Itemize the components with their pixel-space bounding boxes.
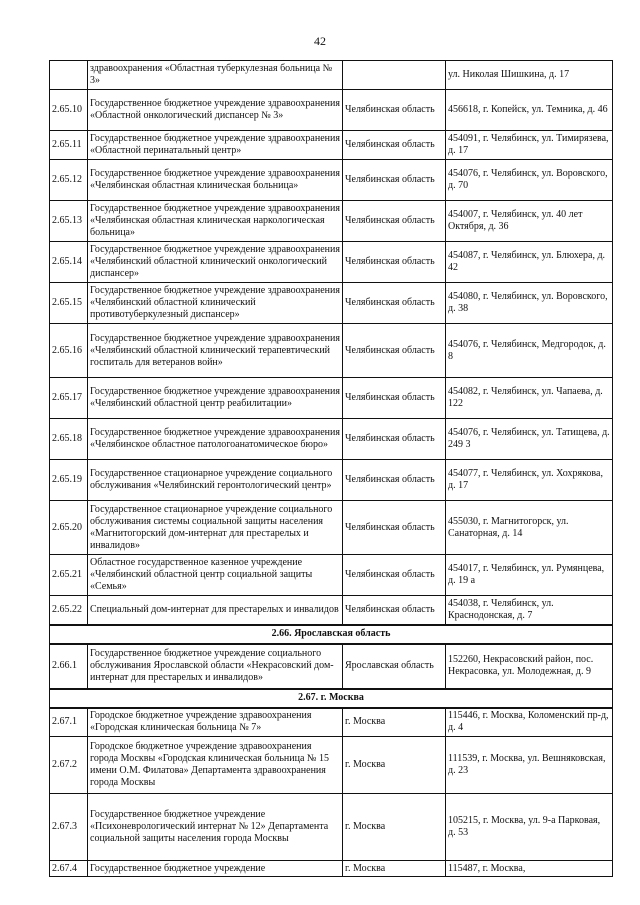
region xyxy=(343,61,446,90)
organization-name: здравоохранения «Областная туберкулезная больница № 3» xyxy=(88,61,343,90)
address: 454038, г. Челябинск, ул. Краснодонская, д. 7 xyxy=(446,596,613,625)
section-yaroslavl xyxy=(50,625,613,644)
address: 454007, г. Челябинск, ул. 40 лет Октября, д. 36 xyxy=(446,201,613,242)
region: г. Москва xyxy=(343,708,446,737)
table-row xyxy=(50,419,613,460)
region: Челябинская область xyxy=(343,90,446,131)
organization-name: Специальный дом-интернат для престарелых и инвалидов xyxy=(88,596,343,625)
row-number: 2.65.20 xyxy=(50,501,88,555)
address: 111539, г. Москва, ул. Вешняковская, д. 23 xyxy=(446,737,613,794)
table-row xyxy=(50,201,613,242)
region: Челябинская область xyxy=(343,201,446,242)
organization-name: Государственное бюджетное учреждение здравоохранения «Челябинский областной клинический терапевтический госпиталь для ветеранов войн» xyxy=(88,324,343,378)
row-number: 2.65.19 xyxy=(50,460,88,501)
section-heading: 2.67. г. Москва xyxy=(50,689,613,708)
region: Челябинская область xyxy=(343,501,446,555)
region: Челябинская область xyxy=(343,419,446,460)
row-number: 2.65.16 xyxy=(50,324,88,378)
address: 455030, г. Магнитогорск, ул. Санаторная, д. 14 xyxy=(446,501,613,555)
region: Челябинская область xyxy=(343,131,446,160)
address: 454076, г. Челябинск, ул. Воровского, д. 70 xyxy=(446,160,613,201)
region: г. Москва xyxy=(343,861,446,877)
row-number: 2.67.1 xyxy=(50,708,88,737)
table-row xyxy=(50,644,613,689)
organization-name: Государственное бюджетное учреждение здравоохранения «Челябинская областная клиническая наркологическая больница» xyxy=(88,201,343,242)
region: Челябинская область xyxy=(343,324,446,378)
address: 454076, г. Челябинск, ул. Татищева, д. 249 3 xyxy=(446,419,613,460)
address: 454082, г. Челябинск, ул. Чапаева, д. 122 xyxy=(446,378,613,419)
address: ул. Николая Шишкина, д. 17 xyxy=(446,61,613,90)
organization-name: Государственное бюджетное учреждение здравоохранения «Челябинская областная клиническая больница» xyxy=(88,160,343,201)
organization-name: Государственное бюджетное учреждение здравоохранения «Областной онкологический диспансер № 3» xyxy=(88,90,343,131)
table-row xyxy=(50,501,613,555)
address: 454080, г. Челябинск, ул. Воровского, д. 38 xyxy=(446,283,613,324)
organization-name: Государственное бюджетное учреждение здравоохранения «Челябинское областное патологоанатомическое бюро» xyxy=(88,419,343,460)
region: Челябинская область xyxy=(343,283,446,324)
section-moscow xyxy=(50,689,613,708)
row-number: 2.65.14 xyxy=(50,242,88,283)
address: 105215, г. Москва, ул. 9-а Парковая, д. 53 xyxy=(446,794,613,861)
address: 454076, г. Челябинск, Медгородок, д. 8 xyxy=(446,324,613,378)
row-number: 2.66.1 xyxy=(50,644,88,689)
organization-name: Государственное бюджетное учреждение xyxy=(88,861,343,877)
row-number: 2.65.18 xyxy=(50,419,88,460)
organization-name: Городское бюджетное учреждение здравоохранения «Городская клиническая больница № 7» xyxy=(88,708,343,737)
region: Челябинская область xyxy=(343,555,446,596)
address: 115487, г. Москва, xyxy=(446,861,613,877)
organization-name: Государственное бюджетное учреждение здравоохранения «Областной перинатальный центр» xyxy=(88,131,343,160)
organization-name: Государственное бюджетное учреждение здравоохранения «Челябинский областной клинический противотуберкулезный диспансер» xyxy=(88,283,343,324)
table-row xyxy=(50,242,613,283)
row-number: 2.65.21 xyxy=(50,555,88,596)
row-number: 2.65.10 xyxy=(50,90,88,131)
address: 152260, Некрасовский район, пос. Некрасовка, ул. Молодежная, д. 9 xyxy=(446,644,613,689)
organization-name: Государственное бюджетное учреждение здравоохранения «Челябинский областной центр реабилитации» xyxy=(88,378,343,419)
row-number: 2.65.17 xyxy=(50,378,88,419)
region: Челябинская область xyxy=(343,460,446,501)
table-row xyxy=(50,555,613,596)
organization-name: Государственное бюджетное учреждение социального обслуживания Ярославской области «Некрасовский дом-интернат для престарелых и инвалидов» xyxy=(88,644,343,689)
region: г. Москва xyxy=(343,737,446,794)
table-row xyxy=(50,460,613,501)
organization-name: Городское бюджетное учреждение здравоохранения города Москвы «Городская клиническая больница № 15 имени О.М. Филатова» Департамента здравоохранения города Москвы xyxy=(88,737,343,794)
address: 454077, г. Челябинск, ул. Хохрякова, д. 17 xyxy=(446,460,613,501)
table-row xyxy=(50,596,613,625)
organization-name: Областное государственное казенное учреждение «Челябинский областной центр социальной защиты «Семья» xyxy=(88,555,343,596)
region: Челябинская область xyxy=(343,378,446,419)
table-row xyxy=(50,131,613,160)
row-number: 2.65.12 xyxy=(50,160,88,201)
table-row xyxy=(50,61,613,90)
table-row xyxy=(50,283,613,324)
table-row xyxy=(50,861,613,877)
region: Челябинская область xyxy=(343,160,446,201)
address: 454091, г. Челябинск, ул. Тимирязева, д. 17 xyxy=(446,131,613,160)
address: 454087, г. Челябинск, ул. Блюхера, д. 42 xyxy=(446,242,613,283)
organization-name: Государственное стационарное учреждение социального обслуживания системы социальной защиты населения «Магнитогорский дом-интернат для престарелых и инвалидов» xyxy=(88,501,343,555)
page-number: 42 xyxy=(314,34,326,48)
row-number: 2.65.22 xyxy=(50,596,88,625)
row-number: 2.65.15 xyxy=(50,283,88,324)
address: 456618, г. Копейск, ул. Темника, д. 46 xyxy=(446,90,613,131)
row-number: 2.67.3 xyxy=(50,794,88,861)
section-heading: 2.66. Ярославская область xyxy=(50,625,613,644)
row-number: 2.67.4 xyxy=(50,861,88,877)
table-row xyxy=(50,160,613,201)
organization-name: Государственное бюджетное учреждение здравоохранения «Челябинский областной клинический онкологический диспансер» xyxy=(88,242,343,283)
address: 115446, г. Москва, Коломенский пр-д, д. 4 xyxy=(446,708,613,737)
row-number: 2.65.13 xyxy=(50,201,88,242)
region: Ярославская область xyxy=(343,644,446,689)
row-number xyxy=(50,61,88,90)
address: 454017, г. Челябинск, ул. Румянцева, д. 19 а xyxy=(446,555,613,596)
table-row xyxy=(50,794,613,861)
table-row xyxy=(50,378,613,419)
region: Челябинская область xyxy=(343,242,446,283)
row-number: 2.65.11 xyxy=(50,131,88,160)
institutions-table xyxy=(49,60,613,877)
region: Челябинская область xyxy=(343,596,446,625)
region: г. Москва xyxy=(343,794,446,861)
row-number: 2.67.2 xyxy=(50,737,88,794)
table-row xyxy=(50,90,613,131)
organization-name: Государственное бюджетное учреждение «Психоневрологический интернат № 12» Департамента социальной защиты населения города Москвы xyxy=(88,794,343,861)
organization-name: Государственное стационарное учреждение социального обслуживания «Челябинский геронтологический центр» xyxy=(88,460,343,501)
table-row xyxy=(50,324,613,378)
table-row xyxy=(50,737,613,794)
table-row xyxy=(50,708,613,737)
